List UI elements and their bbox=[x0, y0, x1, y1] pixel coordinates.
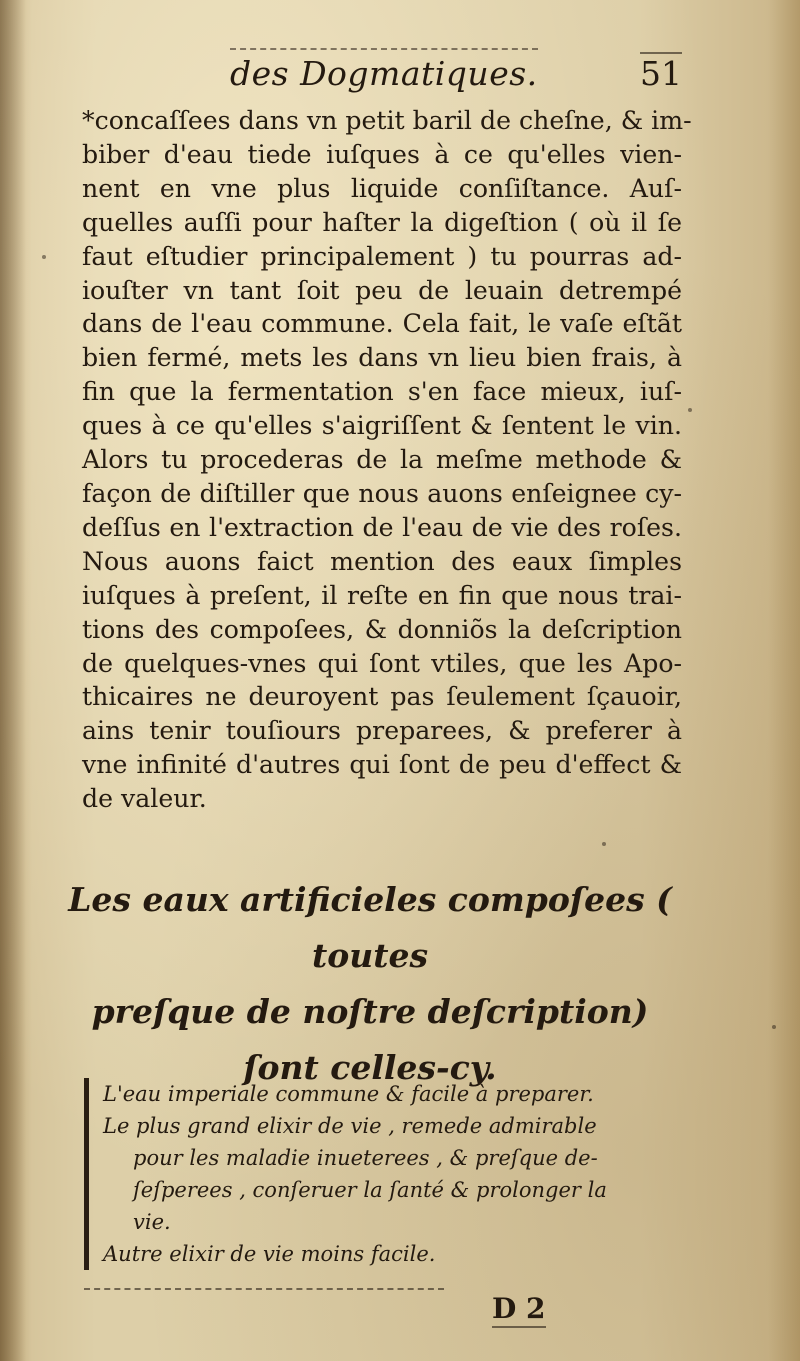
text-line: bien fermé, mets les dans vn lieu bien frais, à bbox=[82, 343, 682, 373]
text-line: ques à ce qu'elles s'aigriſſent & ſentent le vin. bbox=[82, 411, 682, 441]
text-line: faut eſtudier principalement ) tu pourras ad- bbox=[82, 241, 682, 271]
paper-speck bbox=[688, 408, 692, 412]
list-item-continuation: vie. bbox=[133, 1210, 171, 1234]
text-line: *concaſſees dans vn petit baril de cheſne, & im- bbox=[82, 106, 692, 135]
text-line: quelles auſſi pour haſter la digeſtion ( où il ſe bbox=[82, 207, 682, 237]
list-item-continuation: pour les maladie inueterees , & preſque de- bbox=[133, 1146, 598, 1170]
list-rule bbox=[84, 1288, 444, 1290]
text-line: vne infinité d'autres qui ſont de peu d'effect & bbox=[82, 750, 682, 780]
section-heading bbox=[60, 872, 680, 1096]
heading-line: Les eaux artificieles compoſees ( toutes bbox=[68, 880, 672, 975]
text-line: iouſter vn tant ſoit peu de leuain detrempé bbox=[82, 275, 682, 305]
paper-speck bbox=[772, 1025, 776, 1029]
text-line: fin que la fermentation s'en face mieux, iuſ- bbox=[82, 377, 682, 407]
signature-mark: D 2 bbox=[492, 1292, 546, 1328]
running-head: des Dogmatiques. bbox=[230, 48, 538, 93]
text-line: de quelques-vnes qui ſont vtiles, que les Apo- bbox=[82, 648, 682, 678]
paper-speck bbox=[42, 255, 46, 259]
text-line: tions des compoſees, & donniõs la deſcription bbox=[82, 614, 682, 644]
page-header bbox=[0, 48, 800, 98]
heading-line: preſque de noſtre deſcription) bbox=[91, 992, 649, 1031]
heading-line: ſont celles-cy. bbox=[243, 1048, 497, 1087]
list-item: L'eau imperiale commune & facile à preparer. bbox=[103, 1082, 594, 1106]
body-paragraph bbox=[82, 104, 692, 816]
text-line: façon de diſtiller que nous auons enſeignee cy- bbox=[82, 478, 682, 508]
paper-speck bbox=[602, 842, 606, 846]
text-line: nent en vne plus liquide conſiſtance. Auſ- bbox=[82, 173, 682, 203]
composed-waters-list bbox=[84, 1078, 703, 1270]
text-line: ains tenir touſiours preparees, & preferer à bbox=[82, 716, 682, 746]
text-line: deſſus en l'extraction de l'eau de vie des roſes. bbox=[82, 512, 682, 542]
list-item: Le plus grand elixir de vie , remede admirable bbox=[103, 1114, 597, 1138]
page-number: 51 bbox=[640, 54, 682, 93]
text-line: Nous auons faict mention des eaux ſimples bbox=[82, 546, 682, 576]
binding-shadow bbox=[0, 0, 26, 1361]
text-line: iuſques à preſent, il reſte en fin que nous trai- bbox=[82, 580, 682, 610]
list-item: Autre elixir de vie moins facile. bbox=[103, 1242, 436, 1266]
text-line: Alors tu procederas de la meſme methode & bbox=[82, 445, 682, 475]
text-line: dans de l'eau commune. Cela fait, le vaſe eſtãt bbox=[82, 309, 682, 339]
text-line: biber d'eau tiede iuſques à ce qu'elles vien- bbox=[82, 139, 682, 169]
list-item-continuation: ſeſperees , conſeruer la ſanté & prolonger la bbox=[133, 1178, 607, 1202]
text-line: de valeur. bbox=[82, 784, 207, 814]
text-line: thicaires ne deuroyent pas ſeulement ſçauoir, bbox=[82, 682, 682, 712]
